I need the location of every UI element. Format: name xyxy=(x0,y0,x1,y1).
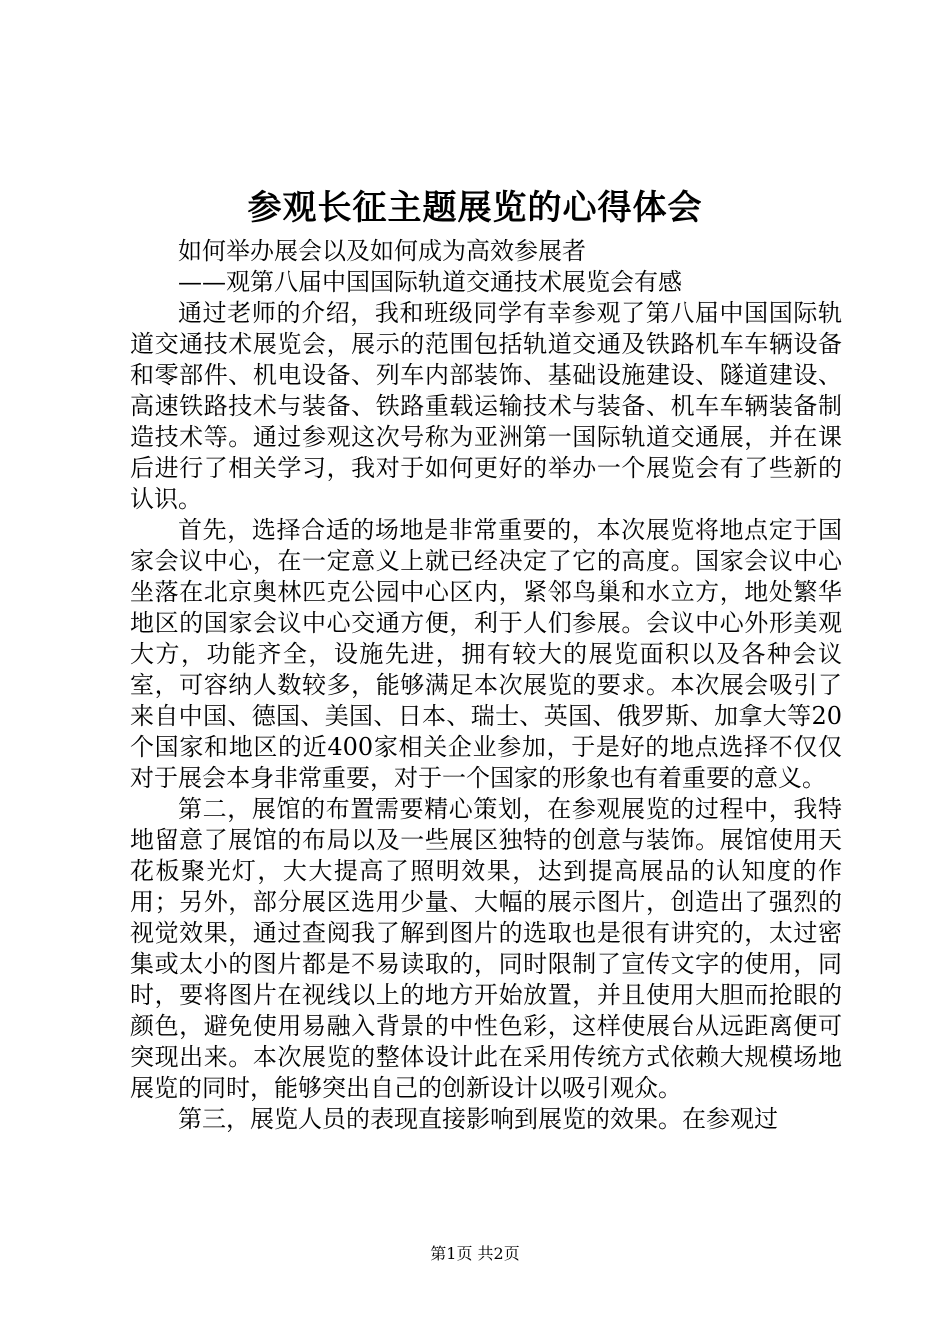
page-number-footer: 第1页 共2页 xyxy=(430,1244,520,1263)
subtitle-line-1: 如何举办展会以及如何成为高效参展者 xyxy=(178,237,586,265)
paragraph-4: 第三，展览人员的表现直接影响到展览的效果。在参观过 xyxy=(178,1105,778,1133)
document-title: 参观长征主题展览的心得体会 xyxy=(247,188,703,228)
paragraph-2: 首先，选择合适的场地是非常重要的，本次展览将地点定于国家会议中心，在一定意义上就已经决定了它的高度。国家会议中心坐落在北京奥林匹克公园中心区内，紧邻鸟巢和水立方，地处繁华地区的国家会议中心交通方便，利于人们参展。会议中心外形美观大方，功能齐全，设施先进，拥有较大的展览面积以及各种会议室，可容纳人数较多，能够满足本次展览的要求。本次展会吸引了来自中国、德国、美国、日本、瑞士、英国、俄罗斯、加拿大等20个国家和地区的近400家相关企业参加，于是好的地点选择不仅仅对于展会本身非常重要，对于一个国家的形象也有着重要的意义。 xyxy=(130,516,842,792)
paragraph-1: 通过老师的介绍，我和班级同学有幸参观了第八届中国国际轨道交通技术展览会，展示的范围包括轨道交通及铁路机车车辆设备和零部件、机电设备、列车内部装饰、基础设施建设、隧道建设、高速铁路技术与装备、铁路重载运输技术与装备、机车车辆装备制造技术等。通过参观这次号称为亚洲第一国际轨道交通展，并在课后进行了相关学习，我对于如何更好的举办一个展览会有了些新的认识。 xyxy=(130,299,842,513)
paragraph-3: 第二，展馆的布置需要精心策划，在参观展览的过程中，我特地留意了展馆的布局以及一些展区独特的创意与装饰。展馆使用天花板聚光灯，大大提高了照明效果，达到提高展品的认知度的作用；另外，部分展区选用少量、大幅的展示图片，创造出了强烈的视觉效果，通过查阅我了解到图片的选取也是很有讲究的，太过密集或太小的图片都是不易读取的，同时限制了宣传文字的使用，同时，要将图片在视线以上的地方开始放置，并且使用大胆而抢眼的颜色，避免使用易融入背景的中性色彩，这样使展台从远距离便可突现出来。本次展览的整体设计此在采用传统方式依赖大规模场地展览的同时，能够突出自己的创新设计以吸引观众。 xyxy=(130,795,842,1102)
subtitle-line-2: ——观第八届中国国际轨道交通技术展览会有感 xyxy=(178,268,682,296)
document-body xyxy=(130,236,842,1135)
